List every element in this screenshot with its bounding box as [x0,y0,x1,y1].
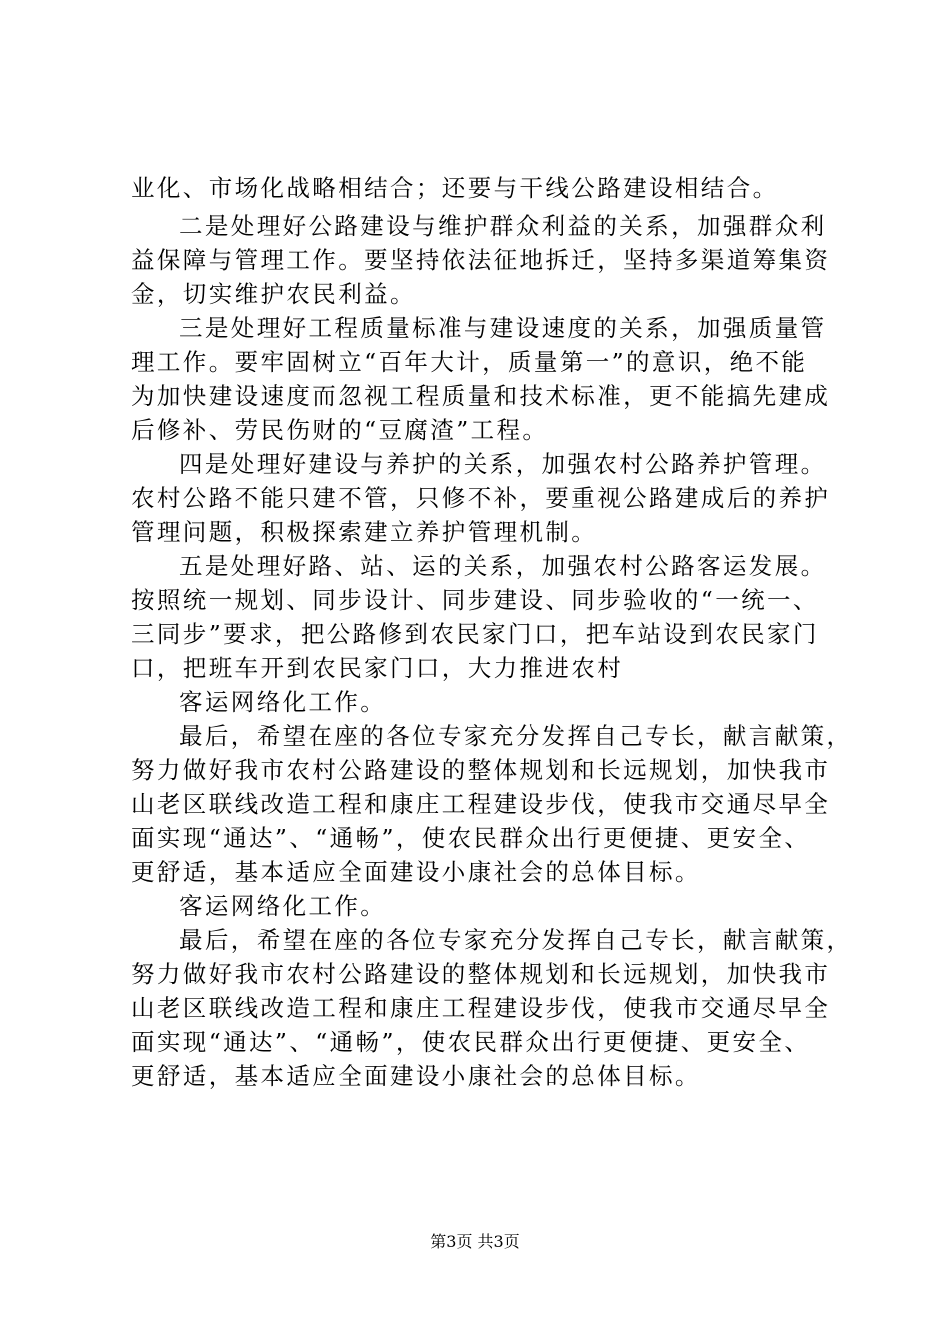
page-footer: 第3页 共3页 [430,1232,520,1251]
body-text-line: 按照统一规划、同步设计、同步建设、同步验收的“一统一、 [131,586,819,614]
body-text-line: 山老区联线改造工程和康庄工程建设步伐，使我市交通尽早全 [131,994,831,1022]
body-text-line: 益保障与管理工作。要坚持依法征地拆迁，坚持多渠道筹集资 [131,246,831,274]
body-text-line: 业化、市场化战略相结合；还要与干线公路建设相结合。 [131,174,779,202]
body-text-line: 口，把班车开到农民家门口，大力推进农村 [131,654,624,682]
body-text-line: 金，切实维护农民利益。 [131,280,416,308]
body-text-line: 山老区联线改造工程和康庄工程建设步伐，使我市交通尽早全 [131,790,831,818]
body-text-line: 农村公路不能只建不管，只修不补，要重视公路建成后的养护 [131,484,831,512]
body-text-line: 客运网络化工作。 [179,892,387,920]
body-text-line: 客运网络化工作。 [179,688,387,716]
body-text-line: 最后，希望在座的各位专家充分发挥自己专长，献言献策， [179,926,853,954]
body-text-line: 更舒适，基本适应全面建设小康社会的总体目标。 [131,858,701,886]
body-text-line: 更舒适，基本适应全面建设小康社会的总体目标。 [131,1062,701,1090]
body-text-line: 理工作。要牢固树立“百年大计，质量第一”的意识，绝不能 [131,348,808,376]
body-text-line: 努力做好我市农村公路建设的整体规划和长远规划，加快我市 [131,960,831,988]
body-text-line: 最后，希望在座的各位专家充分发挥自己专长，献言献策， [179,722,853,750]
body-text-line: 管理问题，积极探索建立养护管理机制。 [131,518,598,546]
body-text-line: 三是处理好工程质量标准与建设速度的关系，加强质量管 [179,314,827,342]
body-text-line: 三同步”要求，把公路修到农民家门口，把车站设到农民家门 [131,620,819,648]
body-text-line: 为加快建设速度而忽视工程质量和技术标准，更不能搞先建成 [131,382,831,410]
body-text-line: 努力做好我市农村公路建设的整体规划和长远规划，加快我市 [131,756,831,784]
body-text-line: 后修补、劳民伤财的“豆腐渣”工程。 [131,416,549,444]
body-text-line: 面实现“通达”、“通畅”，使农民群众出行更便捷、更安全、 [131,824,811,852]
body-text-line: 五是处理好路、站、运的关系，加强农村公路客运发展。 [179,552,827,580]
body-text-line: 四是处理好建设与养护的关系，加强农村公路养护管理。 [179,450,827,478]
body-text-line: 二是处理好公路建设与维护群众利益的关系，加强群众利 [179,212,827,240]
body-text-line: 面实现“通达”、“通畅”，使农民群众出行更便捷、更安全、 [131,1028,811,1056]
